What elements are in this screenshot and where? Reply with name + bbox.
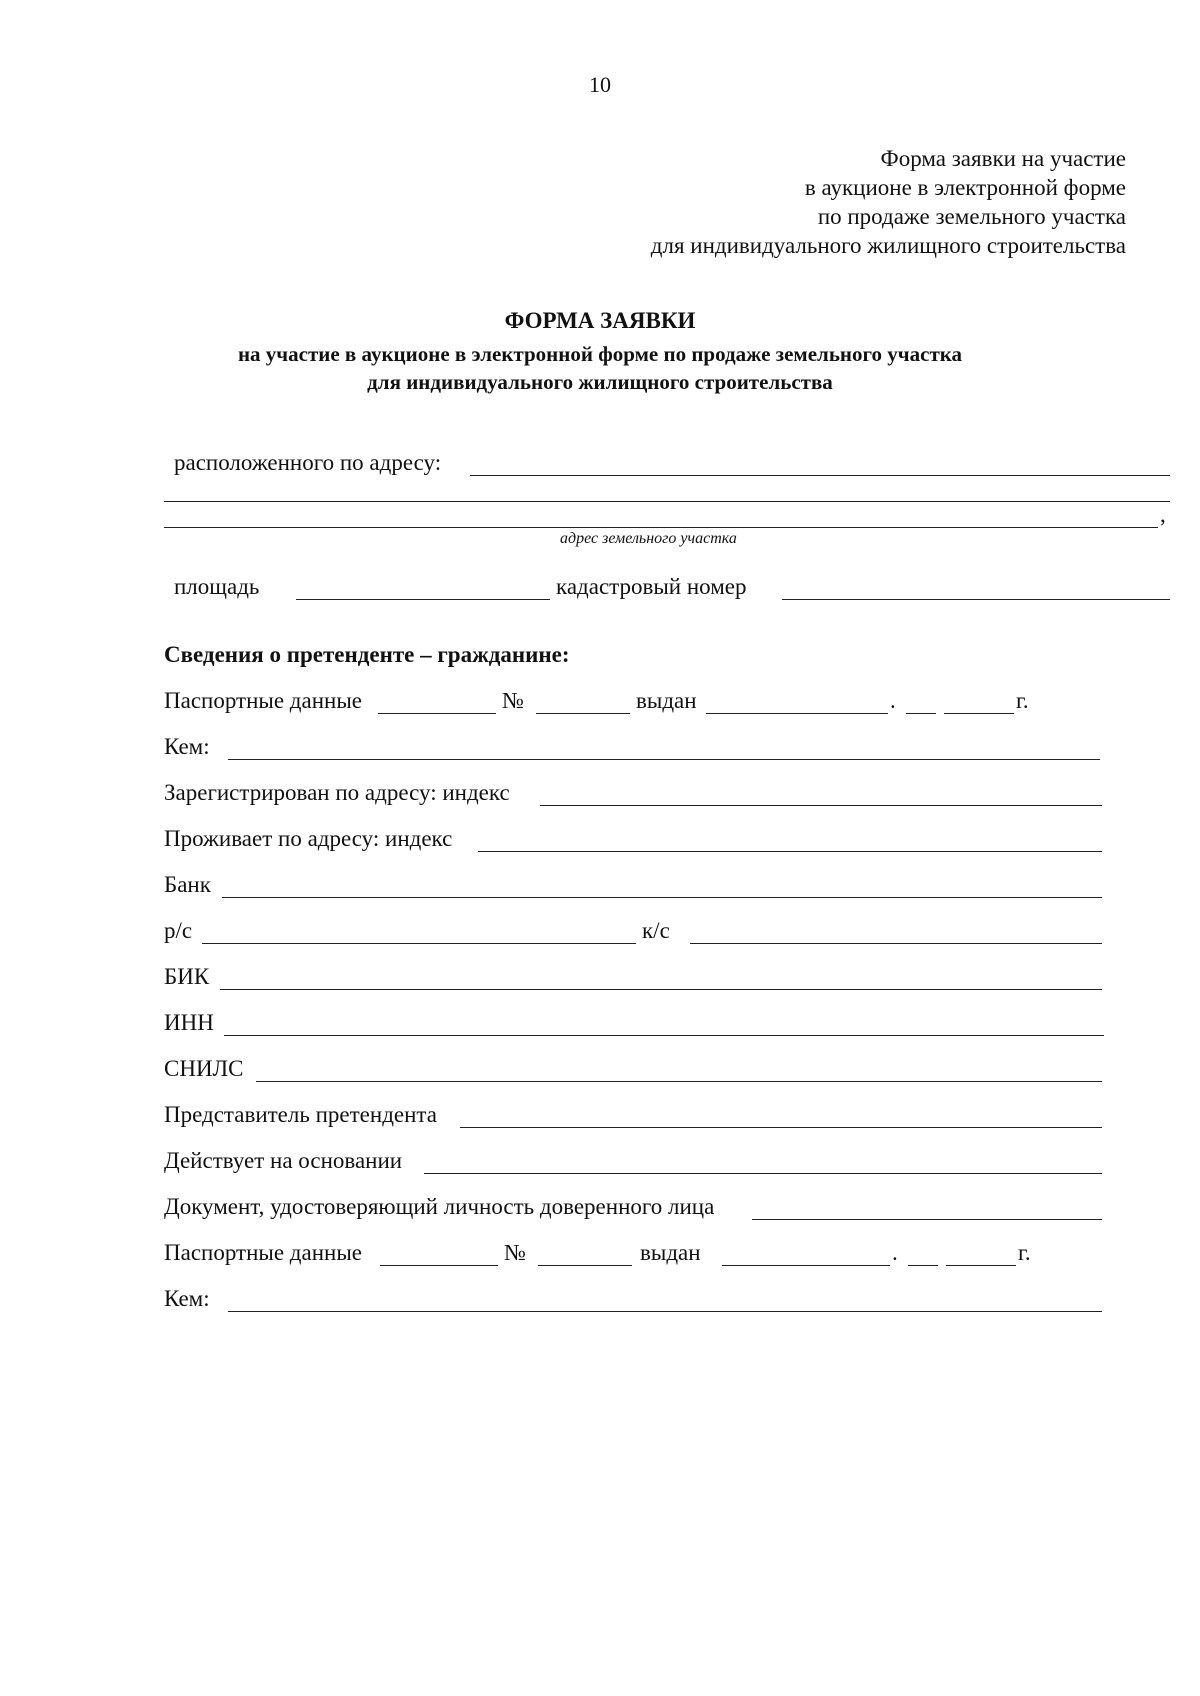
bik-label: БИК [164,964,210,989]
passport-number-field[interactable] [536,713,630,714]
section-title: Сведения о претенденте – гражданине: [164,642,570,667]
trustee-issued-by-label: Кем: [164,1286,210,1311]
trustee-passport-row [0,1240,1200,1270]
trustee-issued-by-row [0,1286,1200,1316]
trustee-date-dot: . [892,1240,898,1265]
passport-row [0,688,1200,718]
trustee-issued-by-field[interactable] [228,1311,1102,1312]
issued-label: выдан [636,688,697,713]
accounts-row [0,918,1200,948]
subtitle-line: на участие в аукционе в электронной форме по продаже земельного участка [237,342,963,366]
note-line: Форма заявки на участие [880,146,1126,171]
trustee-number-label: № [504,1240,526,1265]
address-field-line-3[interactable] [164,527,1158,528]
representative-label: Представитель претендента [164,1102,437,1127]
document-title: ФОРМА ЗАЯВКИ [504,308,696,333]
trustee-year-field[interactable] [946,1265,1016,1266]
bik-field[interactable] [220,989,1102,990]
trustee-issued-date-field[interactable] [722,1265,890,1266]
passport-label: Паспортные данные [164,688,362,713]
issued-date-field[interactable] [706,713,888,714]
lives-field[interactable] [478,851,1102,852]
basis-field[interactable] [424,1173,1102,1174]
issued-by-row [0,734,1200,764]
subtitle-line: для индивидуального жилищного строительства [367,370,833,394]
representative-row [0,1102,1200,1132]
document-subtitle [0,340,1200,396]
registered-label: Зарегистрирован по адресу: индекс [164,780,510,805]
trustee-year-prefix-field[interactable] [908,1265,938,1266]
trustee-doc-label: Документ, удостоверяющий личность доверенного лица [164,1194,715,1219]
address-label: расположенного по адресу: [174,450,442,475]
representative-field[interactable] [460,1127,1102,1128]
registered-field[interactable] [540,805,1102,806]
note-line: для индивидуального жилищного строительства [650,233,1126,258]
rs-label: р/с [164,918,193,943]
bik-row [0,964,1200,994]
snils-field[interactable] [256,1081,1102,1082]
number-label: № [502,688,524,713]
bank-row [0,872,1200,902]
lives-label: Проживает по адресу: индекс [164,826,453,851]
date-dot: . [890,688,896,713]
trustee-issued-label: выдан [640,1240,701,1265]
ks-field[interactable] [690,943,1102,944]
address-row-3 [0,502,1200,532]
bank-field[interactable] [222,897,1102,898]
inn-label: ИНН [164,1010,214,1035]
passport-series-field[interactable] [378,713,496,714]
snils-row [0,1056,1200,1086]
area-field[interactable] [296,599,550,600]
trustee-doc-row [0,1194,1200,1224]
issued-year-field[interactable] [944,713,1014,714]
area-label: площадь [174,574,260,599]
bank-label: Банк [164,872,211,897]
ks-label: к/с [642,918,670,943]
trustee-doc-field[interactable] [752,1219,1102,1220]
trustee-passport-series-field[interactable] [380,1265,498,1266]
inn-field[interactable] [224,1035,1104,1036]
issued-by-field[interactable] [228,759,1100,760]
area-cadastral-row [0,574,1200,604]
address-hint: адрес земельного участка [560,530,737,547]
rs-field[interactable] [202,943,636,944]
form-reference-note [651,144,1126,260]
cadastral-field[interactable] [782,599,1170,600]
basis-row [0,1148,1200,1178]
page-number: 10 [589,72,611,97]
year-suffix: г. [1016,688,1029,713]
issued-year-prefix-field[interactable] [906,713,936,714]
trustee-passport-label: Паспортные данные [164,1240,362,1265]
lives-row [0,826,1200,856]
note-line: в аукционе в электронной форме [804,175,1126,200]
note-line: по продаже земельного участка [817,204,1126,229]
inn-row [0,1010,1200,1040]
snils-label: СНИЛС [164,1056,244,1081]
issued-by-label: Кем: [164,734,210,759]
trustee-passport-number-field[interactable] [538,1265,632,1266]
trustee-year-suffix: г. [1018,1240,1031,1265]
basis-label: Действует на основании [164,1148,403,1173]
cadastral-label: кадастровый номер [556,574,747,599]
registered-row [0,780,1200,810]
comma-mark: , [1160,502,1166,527]
